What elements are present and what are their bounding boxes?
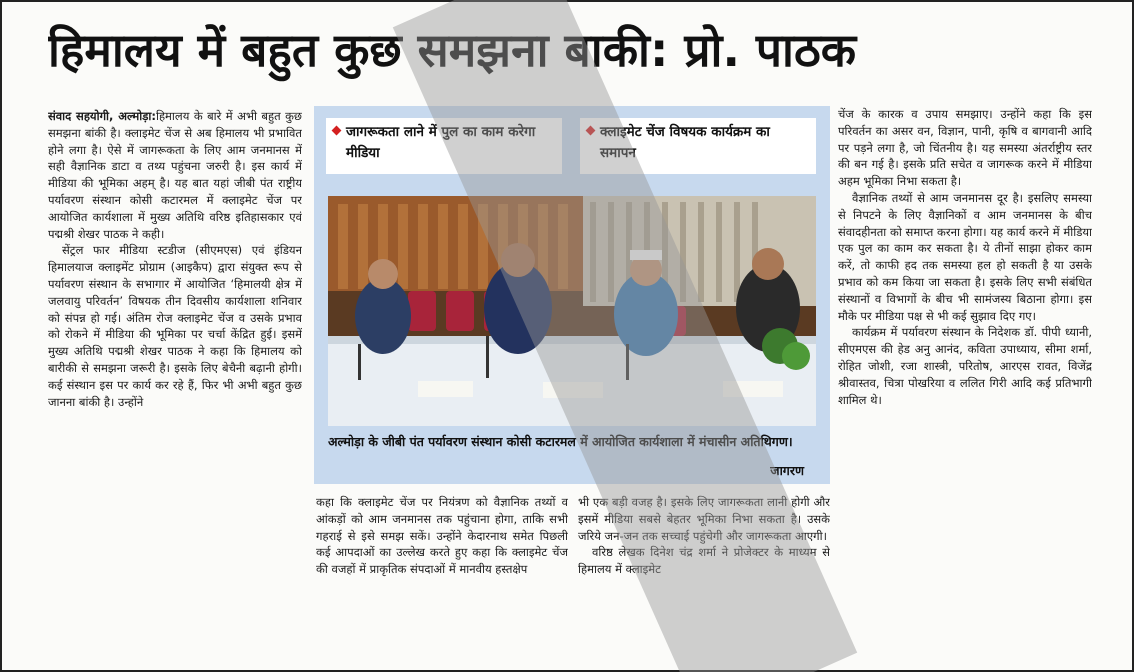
article-column-3	[578, 494, 830, 666]
article-column-4	[838, 106, 1092, 666]
highlight-text: जागरूकता लाने में पुल का काम करेगा मीडिया	[346, 124, 536, 161]
photo-illustration	[328, 196, 816, 426]
paragraph: कार्यक्रम में पर्यावरण संस्थान के निदेशक डॉ. पीपी ध्यानी, सीएमएस की हेड अनु आनंद, कविता उपाध्याय, सीमा शर्मा, रोहित जोशी, रजा शास्त्री, परितोष, आरएस रावत, विजेंद्र श्रीवास्तव, चित्रा पोखरिया व ललित गिरी आदि कई प्रतिभागी शामिल थे।	[838, 325, 1092, 407]
highlight-text: क्लाइमेट चेंज विषयक कार्यक्रम का समापन	[600, 124, 770, 161]
paragraph: सेंट्रल फार मीडिया स्टडीज (सीएमएस) एवं इंडियन हिमालयाज क्लाइमेंट प्रोग्राम (आइकैप) द्वारा संयुक्त रूप से पर्यावरण संस्थान के सभागार में आयोजित ‘हिमालयी क्षेत्र में जलवायु परिवर्तन’ विषयक तीन दिवसीय कार्यशाला शनिवार को संपन्न हो गई। अंतिम रोज क्लाइमेट चेंज व उसके प्रभाव को रोकने में मीडिया की भूमिका पर चर्चा केंद्रित हुई। इसमें मुख्य अतिथि पद्मश्री शेखर पाठक ने कहा कि हिमालय को बारीकी से समझना जरूरी है। इसके लिए बेचैनी बढ़ानी होगी। कई संस्थान इस पर कार्य कर रहे हैं, फिर भी अभी बहुत कुछ जानना बांकी है। उन्होंने	[48, 243, 302, 409]
byline: संवाद सहयोगी, अल्मोड़ा:	[48, 109, 156, 123]
article-column-1	[48, 108, 302, 668]
photo-credit: जागरण	[770, 463, 804, 478]
feature-box	[314, 106, 830, 484]
caption-text: अल्मोड़ा के जीबी पंत पर्यावरण संस्थान कोसी कटारमल में आयोजित कार्यशाला में मंचासीन अतिथिगण।	[328, 434, 793, 449]
paragraph	[48, 108, 302, 242]
article-column-2	[316, 494, 568, 666]
diamond-bullet-icon	[332, 126, 342, 136]
photo-caption	[328, 432, 816, 480]
headline: हिमालय में बहुत कुछ समझना बाकी: प्रो. पाठक	[48, 23, 857, 77]
highlight-box	[580, 118, 816, 174]
news-photo	[328, 196, 816, 426]
highlight-box	[326, 118, 562, 174]
paragraph-text: हिमालय के बारे में अभी बहुत कुछ समझना बांकी है। क्लाइमेट चेंज से अब हिमालय भी प्रभावित होने लगा है। ऐसे में जागरूकता के लिए आम जनमानस में सही वैज्ञानिक डाटा व तथ्य पहुंचना जरुरी है। इस कार्य में मीडिया की भूमिका अहम् है। यह बात यहां जीबी पंत राष्ट्रीय पर्यावरण संस्थान कोसी कटारमल में क्लाइमेट चेंज पर आयोजित कार्यशाला में मुख्य अतिथि वरिष्ठ इतिहासकार एवं पद्मश्री शेखर पाठक ने कही।	[48, 109, 302, 241]
paragraph: भी एक बड़ी वजह है। इसके लिए जागरूकता लानी होगी और इसमें मीडिया सबसे बेहतर भूमिका निभा सकता है। उसके जरिये जन-जन तक सच्चाई पहुंचेगी और जागरूकता आएगी।	[578, 495, 830, 543]
paragraph: चेंज के कारक व उपाय समझाए। उन्होंने कहा कि इस परिवर्तन का असर वन, विज्ञान, पानी, कृषि व बागवानी आदि पर पड़ने लगा है, जो चिंतनीय है। यह समस्या अंतर्राष्ट्रीय स्तर की बन गई है। इसके प्रति सचेत व जागरूक करने में मीडिया अहम भूमिका निभा सकता है।	[838, 107, 1092, 189]
paragraph: कहा कि क्लाइमेट चेंज पर नियंत्रण को वैज्ञानिक तथ्यों व आंकड़ों को आम जनमानस तक पहुंचाना होगा, ताकि सभी गहराई से इसे समझ सकें। उन्होंने केदारनाथ समेत पिछली कई आपदाओं का उल्लेख करते हुए कहा कि क्लाइमेट चेंज की वजहों में प्राकृतिक संपदाओं में मानवीय हस्तक्षेप	[316, 495, 568, 577]
diamond-bullet-icon	[586, 126, 596, 136]
paragraph: वैज्ञानिक तथ्यों से आम जनमानस दूर है। इसलिए समस्या से निपटने के लिए वैज्ञानिकों व आम जनमानस के बीच संवादहीनता को समाप्त करना होगा। यह कार्य करने में मीडिया एक पुल का काम कर सकता है। ये तीनों साझा होकर काम करें, तो काफी हद तक समस्या हल हो सकती है या उसके प्रभाव को कम किया जा सकता है। इसके लिए सभी संबंधित संस्थानों व विभागों के बीच भी सामंजस्य बिठाना होगा। इस मौके पर मीडिया पक्ष से भी कई सुझाव दिए गए।	[838, 190, 1092, 323]
paragraph: वरिष्ठ लेखक दिनेश चंद्र शर्मा ने प्रोजेक्टर के माध्यम से हिमालय में क्लाइमेट	[578, 545, 830, 577]
